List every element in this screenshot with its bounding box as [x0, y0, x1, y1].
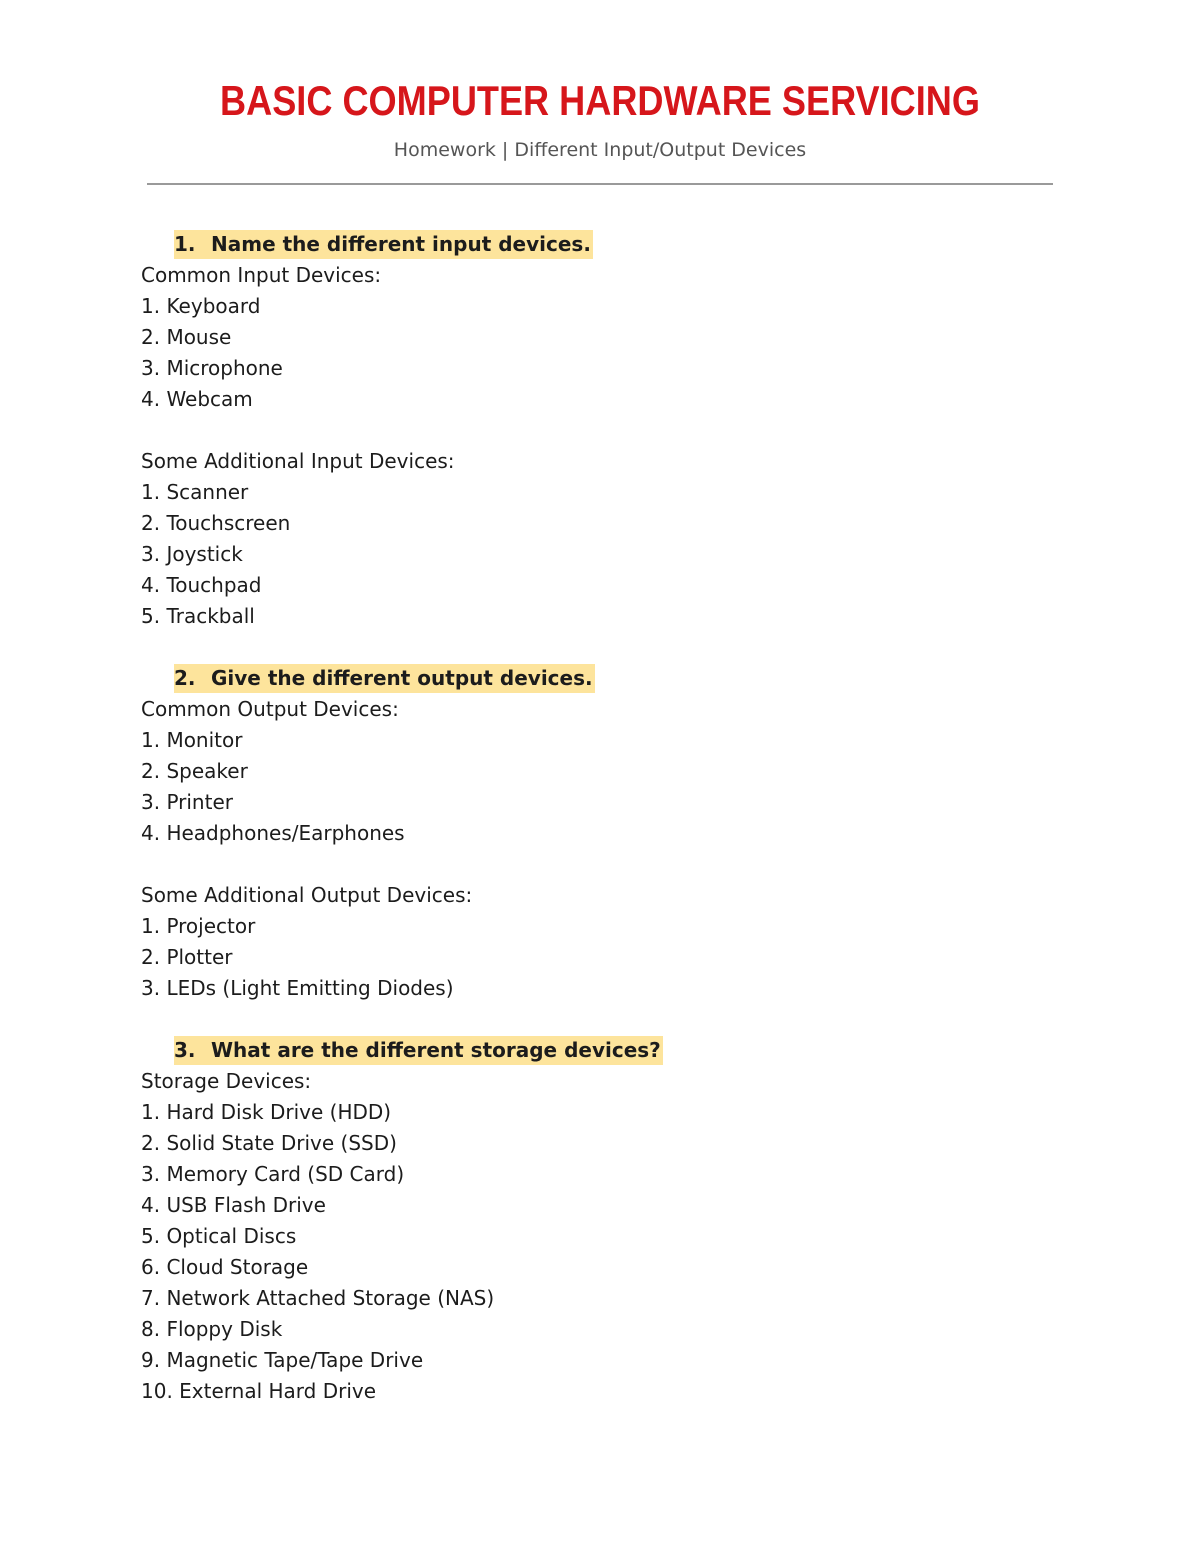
spacer — [141, 1004, 1101, 1035]
question-2-number: 2. — [174, 666, 196, 690]
question-1-highlight — [174, 230, 593, 259]
question-3-text: What are the different storage devices? — [211, 1038, 661, 1062]
additional-output-heading: Some Additional Output Devices: — [141, 883, 473, 907]
list-item: 7. Network Attached Storage (NAS) — [141, 1286, 495, 1310]
list-item: 8. Floppy Disk — [141, 1317, 283, 1341]
list-item: 6. Cloud Storage — [141, 1255, 309, 1279]
common-output-heading: Common Output Devices: — [141, 697, 399, 721]
list-item: 1. Scanner — [141, 480, 249, 504]
list-item: 1. Keyboard — [141, 294, 261, 318]
list-item: 2. Touchscreen — [141, 511, 291, 535]
list-item: 4. Touchpad — [141, 573, 262, 597]
list-item: 2. Speaker — [141, 759, 248, 783]
list-item: 2. Mouse — [141, 325, 232, 349]
question-2-highlight — [174, 664, 595, 693]
question-3-number: 3. — [174, 1038, 196, 1062]
document-subtitle: Homework | Different Input/Output Devices — [393, 139, 807, 161]
spacer — [141, 849, 1101, 880]
list-item: 4. USB Flash Drive — [141, 1193, 326, 1217]
list-item: 3. Microphone — [141, 356, 283, 380]
question-1 — [141, 229, 1101, 260]
list-item: 4. Headphones/Earphones — [141, 821, 405, 845]
list-item: 3. LEDs (Light Emitting Diodes) — [141, 976, 454, 1000]
spacer — [141, 632, 1101, 663]
list-item: 4. Webcam — [141, 387, 253, 411]
list-item: 3. Printer — [141, 790, 233, 814]
question-3-highlight — [174, 1036, 663, 1065]
list-item: 10. External Hard Drive — [141, 1379, 377, 1403]
document-title: BASIC COMPUTER HARDWARE SERVICING — [220, 77, 980, 124]
homework-content — [141, 229, 1101, 1407]
list-item: 2. Plotter — [141, 945, 233, 969]
common-input-heading: Common Input Devices: — [141, 263, 382, 287]
list-item: 9. Magnetic Tape/Tape Drive — [141, 1348, 424, 1372]
header-divider — [147, 183, 1053, 185]
question-1-text: Name the different input devices. — [211, 232, 591, 256]
spacer — [141, 415, 1101, 446]
question-1-number: 1. — [174, 232, 196, 256]
question-2 — [141, 663, 1101, 694]
list-item: 3. Memory Card (SD Card) — [141, 1162, 405, 1186]
question-2-text: Give the different output devices. — [211, 666, 593, 690]
additional-input-heading: Some Additional Input Devices: — [141, 449, 455, 473]
list-item: 1. Projector — [141, 914, 256, 938]
list-item: 5. Trackball — [141, 604, 255, 628]
list-item: 3. Joystick — [141, 542, 243, 566]
question-3 — [141, 1035, 1101, 1066]
list-item: 1. Monitor — [141, 728, 243, 752]
list-item: 1. Hard Disk Drive (HDD) — [141, 1100, 392, 1124]
storage-heading: Storage Devices: — [141, 1069, 312, 1093]
list-item: 2. Solid State Drive (SSD) — [141, 1131, 397, 1155]
list-item: 5. Optical Discs — [141, 1224, 297, 1248]
